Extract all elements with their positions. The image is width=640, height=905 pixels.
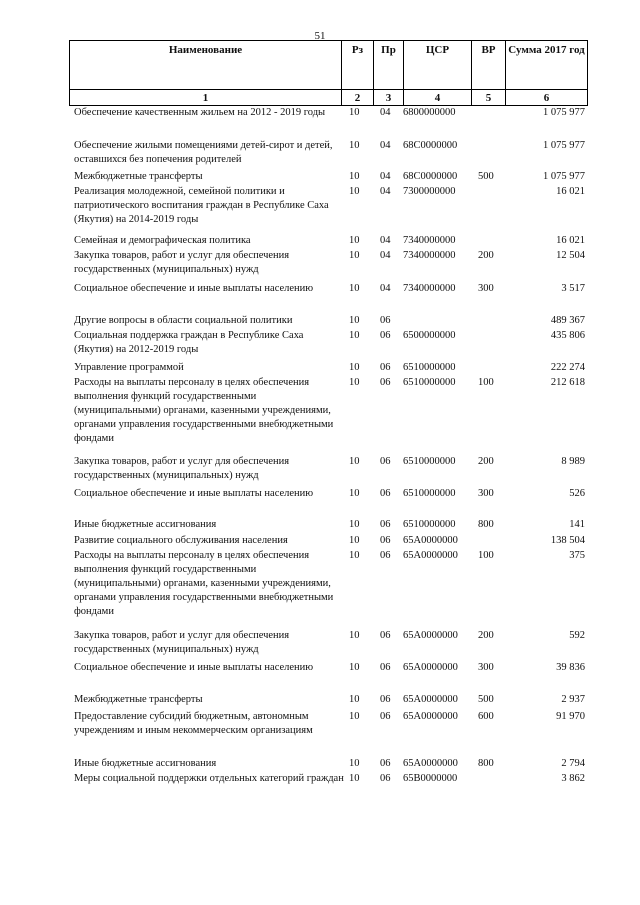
row-rz: 10 [349, 456, 360, 467]
row-csr: 65А0000000 [403, 758, 458, 769]
row-rz: 10 [349, 107, 360, 118]
header-num-csr: 4 [404, 90, 472, 106]
row-rz: 10 [349, 773, 360, 784]
row-sum: 435 806 [550, 330, 585, 341]
row-sum: 8 989 [561, 456, 585, 467]
row-name: Другие вопросы в области социальной политики [74, 315, 293, 326]
row-pr: 06 [380, 550, 391, 561]
row-rz: 10 [349, 140, 360, 151]
row-sum: 39 836 [556, 662, 585, 673]
row-name: Социальное обеспечение и иные выплаты населению [74, 283, 314, 294]
row-vr: 600 [478, 711, 494, 722]
row-name: Семейная и демографическая политика [74, 235, 251, 246]
row-pr: 06 [380, 711, 391, 722]
row-pr: 04 [380, 235, 391, 246]
header-num-rz: 2 [342, 90, 374, 106]
row-pr: 06 [380, 519, 391, 530]
row-rz: 10 [349, 758, 360, 769]
row-rz: 10 [349, 171, 360, 182]
row-rz: 10 [349, 330, 360, 341]
row-sum: 526 [569, 488, 585, 499]
row-pr: 04 [380, 186, 391, 197]
row-sum: 375 [569, 550, 585, 561]
row-sum: 1 075 977 [543, 171, 585, 182]
row-pr: 04 [380, 250, 391, 261]
row-csr: 65А0000000 [403, 630, 458, 641]
row-name: Межбюджетные трансферты [74, 694, 203, 705]
row-vr: 100 [478, 377, 494, 388]
row-rz: 10 [349, 694, 360, 705]
row-rz: 10 [349, 377, 360, 388]
header-vr: ВР [472, 41, 506, 90]
row-csr: 65А0000000 [403, 711, 458, 722]
row-name: Закупка товаров, работ и услуг для обеспечения государственных (муниципальных) нужд [74, 250, 290, 275]
row-rz: 10 [349, 535, 360, 546]
row-rz: 10 [349, 250, 360, 261]
row-pr: 06 [380, 773, 391, 784]
row-csr: 7340000000 [403, 250, 456, 261]
header-sum: Сумма 2017 год [506, 41, 588, 90]
row-sum: 91 970 [556, 711, 585, 722]
header-csr: ЦСР [404, 41, 472, 90]
header-num-name: 1 [70, 90, 342, 106]
row-sum: 2 937 [561, 694, 585, 705]
row-name: Социальная поддержка граждан в Республике Саха (Якутия) на 2012-2019 годы [74, 330, 304, 355]
row-sum: 1 075 977 [543, 140, 585, 151]
row-csr: 65А0000000 [403, 662, 458, 673]
row-pr: 04 [380, 171, 391, 182]
row-csr: 6510000000 [403, 377, 456, 388]
row-pr: 06 [380, 662, 391, 673]
row-vr: 300 [478, 662, 494, 673]
row-csr: 65А0000000 [403, 535, 458, 546]
row-vr: 300 [478, 488, 494, 499]
row-pr: 04 [380, 283, 391, 294]
row-sum: 2 794 [561, 758, 585, 769]
row-sum: 16 021 [556, 235, 585, 246]
row-pr: 04 [380, 140, 391, 151]
row-pr: 06 [380, 330, 391, 341]
row-sum: 16 021 [556, 186, 585, 197]
row-sum: 592 [569, 630, 585, 641]
header-num-sum: 6 [506, 90, 588, 106]
row-name: Реализация молодежной, семейной политики и патриотического воспитания граждан в Республике Саха (Якутия) на 2014-2019 годы [74, 186, 329, 225]
row-name: Иные бюджетные ассигнования [74, 758, 217, 769]
row-name: Закупка товаров, работ и услуг для обеспечения государственных (муниципальных) нужд [74, 456, 290, 481]
row-sum: 3 517 [561, 283, 585, 294]
header-num-vr: 5 [472, 90, 506, 106]
row-rz: 10 [349, 362, 360, 373]
row-sum: 1 075 977 [543, 107, 585, 118]
page-number: 51 [314, 30, 326, 42]
row-name: Социальное обеспечение и иные выплаты населению [74, 662, 314, 673]
row-vr: 200 [478, 250, 494, 261]
row-rz: 10 [349, 235, 360, 246]
row-pr: 06 [380, 456, 391, 467]
row-rz: 10 [349, 315, 360, 326]
row-name: Меры социальной поддержки отдельных категорий граждан [74, 773, 344, 784]
row-vr: 200 [478, 456, 494, 467]
row-vr: 800 [478, 519, 494, 530]
row-name: Развитие социального обслуживания населения [74, 535, 288, 546]
row-sum: 212 618 [550, 377, 585, 388]
row-name: Управление программой [74, 362, 184, 373]
row-name: Предоставление субсидий бюджетным, автономным учреждениям и иным некоммерческим организациям [74, 711, 313, 736]
row-rz: 10 [349, 550, 360, 561]
row-csr: 65А0000000 [403, 694, 458, 705]
row-csr: 6510000000 [403, 519, 456, 530]
row-csr: 6510000000 [403, 362, 456, 373]
row-pr: 06 [380, 694, 391, 705]
row-csr: 7340000000 [403, 235, 456, 246]
row-csr: 6510000000 [403, 488, 456, 499]
row-rz: 10 [349, 283, 360, 294]
row-csr: 68С0000000 [403, 171, 458, 182]
row-name: Расходы на выплаты персоналу в целях обеспечения выполнения функций государственными (муниципальными) органами, казенными учреждениями, органами управления государственными внебюджетными фондами [74, 377, 334, 444]
row-rz: 10 [349, 488, 360, 499]
row-sum: 12 504 [556, 250, 585, 261]
row-pr: 06 [380, 630, 391, 641]
row-vr: 100 [478, 550, 494, 561]
row-sum: 222 274 [550, 362, 585, 373]
row-pr: 06 [380, 362, 391, 373]
row-vr: 200 [478, 630, 494, 641]
row-name: Социальное обеспечение и иные выплаты населению [74, 488, 314, 499]
row-rz: 10 [349, 519, 360, 530]
row-vr: 300 [478, 283, 494, 294]
row-rz: 10 [349, 630, 360, 641]
row-csr: 7300000000 [403, 186, 456, 197]
row-name: Обеспечение жилыми помещениями детей-сирот и детей, оставшихся без попечения родителей [74, 140, 333, 165]
header-pr: Пр [374, 41, 404, 90]
row-sum: 489 367 [550, 315, 585, 326]
row-name: Расходы на выплаты персоналу в целях обеспечения выполнения функций государственными (муниципальными) органами, казенными учреждениями, органами управления государственными внебюджетными фондами [74, 550, 334, 617]
row-rz: 10 [349, 711, 360, 722]
row-pr: 06 [380, 758, 391, 769]
row-vr: 500 [478, 694, 494, 705]
row-pr: 04 [380, 107, 391, 118]
row-sum: 3 862 [561, 773, 585, 784]
header-rz: Рз [342, 41, 374, 90]
row-name: Закупка товаров, работ и услуг для обеспечения государственных (муниципальных) нужд [74, 630, 290, 655]
header-name: Наименование [70, 41, 342, 90]
row-csr: 68С0000000 [403, 140, 458, 151]
row-rz: 10 [349, 186, 360, 197]
row-csr: 65В0000000 [403, 773, 458, 784]
row-pr: 06 [380, 377, 391, 388]
row-rz: 10 [349, 662, 360, 673]
row-name: Межбюджетные трансферты [74, 171, 203, 182]
row-sum: 141 [569, 519, 585, 530]
row-csr: 65А0000000 [403, 550, 458, 561]
row-pr: 06 [380, 488, 391, 499]
row-csr: 7340000000 [403, 283, 456, 294]
row-pr: 06 [380, 535, 391, 546]
row-csr: 6510000000 [403, 456, 456, 467]
header-num-pr: 3 [374, 90, 404, 106]
row-vr: 800 [478, 758, 494, 769]
row-name: Иные бюджетные ассигнования [74, 519, 217, 530]
row-name: Обеспечение качественным жильем на 2012 - 2019 годы [74, 107, 326, 118]
row-pr: 06 [380, 315, 391, 326]
row-csr: 6800000000 [403, 107, 456, 118]
row-vr: 500 [478, 171, 494, 182]
row-sum: 138 504 [550, 535, 585, 546]
row-csr: 6500000000 [403, 330, 456, 341]
